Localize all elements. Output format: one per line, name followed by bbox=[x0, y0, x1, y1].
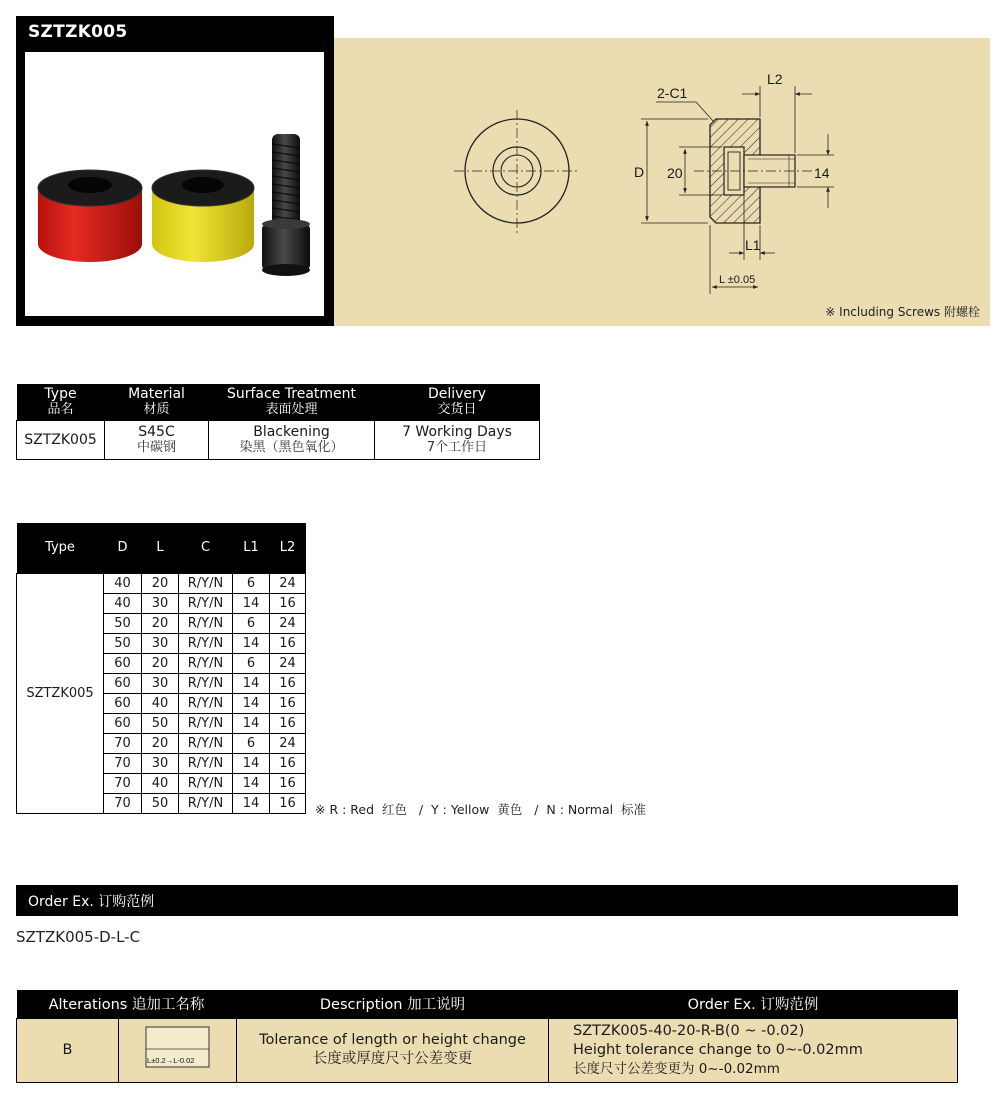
d-label: D bbox=[634, 164, 645, 180]
spec-row bbox=[17, 421, 540, 460]
spec-table bbox=[16, 384, 540, 460]
dim-c: R/Y/N bbox=[179, 653, 233, 673]
dim-l: 30 bbox=[142, 633, 179, 653]
alt-icon-cell bbox=[119, 1018, 237, 1082]
dim-l1: 14 bbox=[233, 633, 270, 653]
dim-l2: 24 bbox=[270, 653, 306, 673]
dim-l: 20 bbox=[142, 573, 179, 593]
dim-l1: 6 bbox=[233, 653, 270, 673]
spec-delivery: 7 Working Days 7个工作日 bbox=[375, 421, 540, 460]
technical-drawing-panel bbox=[334, 38, 990, 326]
spec-type: SZTZK005 bbox=[17, 421, 105, 460]
tolerance-change-icon bbox=[145, 1023, 211, 1071]
spec-header-surface: Surface Treatment 表面处理 bbox=[209, 384, 375, 421]
dim-c: R/Y/N bbox=[179, 573, 233, 593]
dim-l2: 24 bbox=[270, 733, 306, 753]
l-tolerance-label: L ±0.05 bbox=[719, 274, 756, 286]
alt-example-code: SZTZK005-40-20-R-B(0 ~ -0.02) bbox=[573, 1022, 805, 1039]
color-code-note: ※ R : Red 红色 / Y : Yellow 黄色 / N : Normal 标准 bbox=[315, 802, 647, 817]
dim-d: 70 bbox=[104, 753, 142, 773]
spec-header-material: Material 材质 bbox=[105, 384, 209, 421]
spec-header-type: Type 品名 bbox=[17, 384, 105, 421]
dim-c: R/Y/N bbox=[179, 753, 233, 773]
spec-material: S45C 中碳钢 bbox=[105, 421, 209, 460]
dim-c: R/Y/N bbox=[179, 773, 233, 793]
dim-header-l1: L1 bbox=[233, 523, 270, 573]
alt-description-en: Tolerance of length or height change bbox=[259, 1032, 526, 1048]
dim-l2: 16 bbox=[270, 633, 306, 653]
dim-header-d: D bbox=[104, 523, 142, 573]
dim-header-c: C bbox=[179, 523, 233, 573]
dim-l1: 14 bbox=[233, 713, 270, 733]
dim-d: 60 bbox=[104, 653, 142, 673]
alt-header-description: Description 加工说明 bbox=[237, 990, 549, 1018]
chamfer-label: 2-C1 bbox=[657, 85, 688, 101]
dim-l: 20 bbox=[142, 733, 179, 753]
dim-d: 70 bbox=[104, 793, 142, 813]
alt-header-row bbox=[17, 990, 958, 1018]
dim-header-row bbox=[17, 523, 306, 573]
dim-l2: 24 bbox=[270, 573, 306, 593]
dim-c: R/Y/N bbox=[179, 793, 233, 813]
dim-l: 40 bbox=[142, 693, 179, 713]
dim-l: 30 bbox=[142, 673, 179, 693]
dim-l2: 16 bbox=[270, 693, 306, 713]
dim-table-row bbox=[17, 573, 306, 593]
product-photo-illustration bbox=[25, 52, 324, 316]
dim-d: 70 bbox=[104, 733, 142, 753]
product-photo bbox=[25, 52, 324, 316]
alt-header-alterations: Alterations 追加工名称 bbox=[17, 990, 237, 1018]
dim-d: 60 bbox=[104, 713, 142, 733]
spec-header-delivery: Delivery 交货日 bbox=[375, 384, 540, 421]
dim-l: 20 bbox=[142, 613, 179, 633]
dim-l: 30 bbox=[142, 753, 179, 773]
front-view bbox=[454, 110, 580, 233]
dim-c: R/Y/N bbox=[179, 693, 233, 713]
red-ring bbox=[38, 170, 142, 262]
order-example-bar: Order Ex. 订购范例 bbox=[16, 885, 958, 916]
alt-description-cn: 长度或厚度尺寸公差变更 bbox=[312, 1051, 473, 1067]
dim-header-l: L bbox=[142, 523, 179, 573]
dim-type-cell: SZTZK005 bbox=[17, 573, 104, 813]
spec-surface: Blackening 染黑（黑色氧化） bbox=[209, 421, 375, 460]
photo-frame bbox=[16, 46, 334, 326]
alterations-table bbox=[16, 990, 958, 1083]
dim-l2: 16 bbox=[270, 673, 306, 693]
alt-description bbox=[237, 1018, 549, 1082]
dim-c: R/Y/N bbox=[179, 733, 233, 753]
dim-l: 50 bbox=[142, 793, 179, 813]
technical-drawing bbox=[334, 38, 990, 326]
dim-l1: 14 bbox=[233, 753, 270, 773]
order-code-format: SZTZK005-D-L-C bbox=[16, 928, 141, 946]
dim-l: 30 bbox=[142, 593, 179, 613]
dim-l2: 16 bbox=[270, 593, 306, 613]
dim-d: 50 bbox=[104, 633, 142, 653]
including-screws-note: ※ Including Screws 附螺栓 bbox=[825, 305, 980, 319]
title-tab bbox=[16, 16, 334, 48]
dim-header-type: Type bbox=[17, 523, 104, 573]
dim-c: R/Y/N bbox=[179, 713, 233, 733]
dim-l: 40 bbox=[142, 773, 179, 793]
dim-d: 50 bbox=[104, 613, 142, 633]
dim-d: 40 bbox=[104, 593, 142, 613]
dim-l1: 14 bbox=[233, 793, 270, 813]
alt-order-example bbox=[549, 1018, 958, 1082]
tolerance-icon-label: L±0.2→L-0.02 bbox=[146, 1056, 194, 1065]
dim-l2: 16 bbox=[270, 753, 306, 773]
dim-l2: 16 bbox=[270, 713, 306, 733]
dim-l1: 14 bbox=[233, 773, 270, 793]
dim-c: R/Y/N bbox=[179, 673, 233, 693]
dim-l2: 16 bbox=[270, 773, 306, 793]
l1-label: L1 bbox=[745, 237, 761, 253]
dimension-table bbox=[16, 523, 306, 814]
alt-row bbox=[17, 1018, 958, 1082]
dim-c: R/Y/N bbox=[179, 593, 233, 613]
dim-header-l2: L2 bbox=[270, 523, 306, 573]
socket-head-screw bbox=[262, 134, 310, 276]
dim-l1: 6 bbox=[233, 573, 270, 593]
dim-c: R/Y/N bbox=[179, 633, 233, 653]
alt-header-order-ex: Order Ex. 订购范例 bbox=[549, 990, 958, 1018]
inner-dia-label: 20 bbox=[667, 165, 683, 181]
dim-l2: 16 bbox=[270, 793, 306, 813]
dim-l: 50 bbox=[142, 713, 179, 733]
dim-l1: 6 bbox=[233, 733, 270, 753]
alt-code: B bbox=[17, 1018, 119, 1082]
product-block bbox=[16, 16, 990, 326]
dim-l1: 6 bbox=[233, 613, 270, 633]
section-view bbox=[694, 119, 814, 223]
dim-l2: 24 bbox=[270, 613, 306, 633]
dim-d: 60 bbox=[104, 693, 142, 713]
product-title: SZTZK005 bbox=[28, 22, 128, 42]
dim-l1: 14 bbox=[233, 693, 270, 713]
spec-header-row bbox=[17, 384, 540, 421]
dim-d: 60 bbox=[104, 673, 142, 693]
yellow-ring bbox=[152, 170, 254, 262]
dim-l: 20 bbox=[142, 653, 179, 673]
dim-d: 40 bbox=[104, 573, 142, 593]
dim-d: 70 bbox=[104, 773, 142, 793]
dim-l1: 14 bbox=[233, 673, 270, 693]
alt-example-en: Height tolerance change to 0~-0.02mm bbox=[573, 1041, 863, 1058]
dim-c: R/Y/N bbox=[179, 613, 233, 633]
title-tab-slant bbox=[316, 16, 334, 48]
l2-label: L2 bbox=[767, 71, 783, 87]
dim-l1: 14 bbox=[233, 593, 270, 613]
thread-dia-label: 14 bbox=[814, 165, 830, 181]
alt-example-cn: 长度尺寸公差变更为 0~-0.02mm bbox=[573, 1060, 780, 1077]
